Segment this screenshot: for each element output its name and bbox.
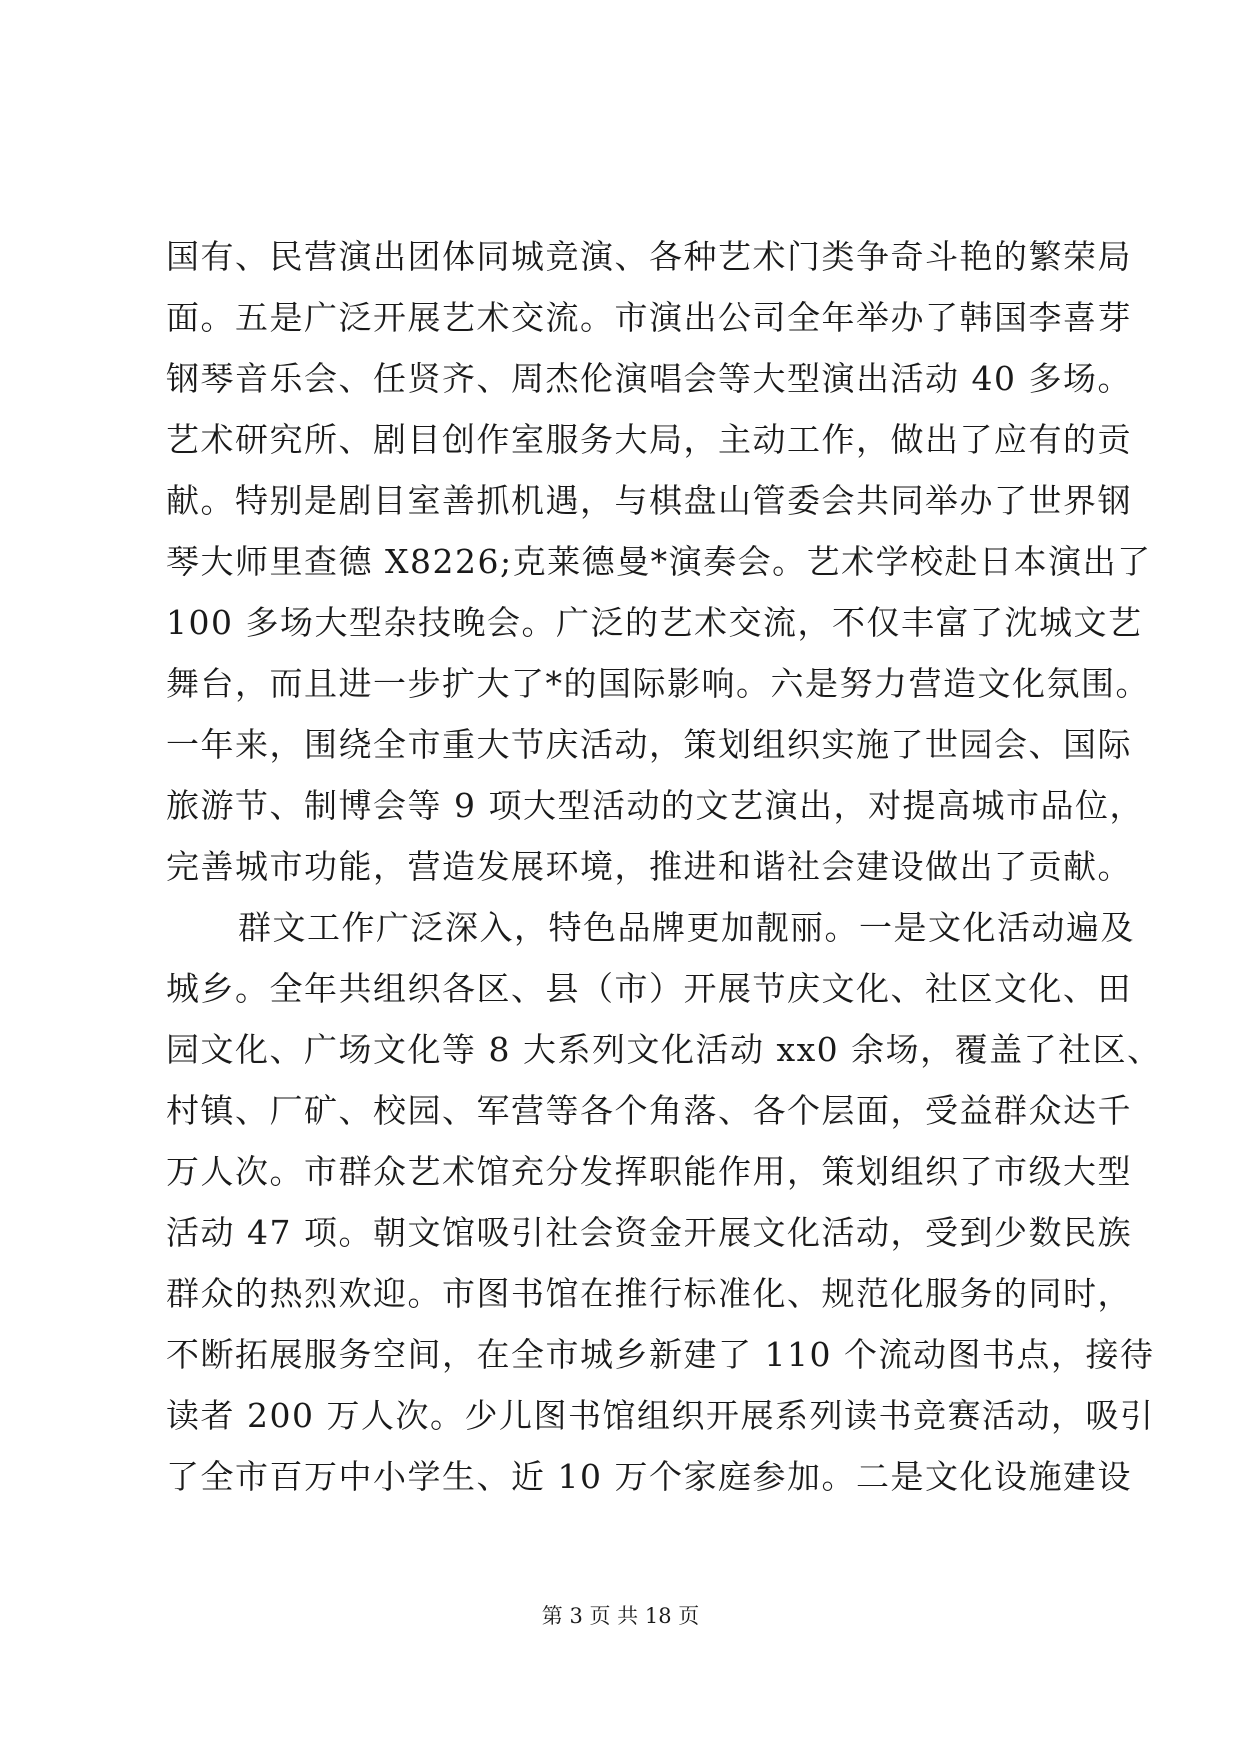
- text-line: 国有、民营演出团体同城竞演、各种艺术门类争奇斗艳的繁荣局: [166, 237, 1132, 276]
- text-line: 面。五是广泛开展艺术交流。市演出公司全年举办了韩国李喜芽: [166, 298, 1132, 337]
- text-line: 100 多场大型杂技晚会。广泛的艺术交流，不仅丰富了沈城文艺: [166, 603, 1143, 642]
- text-line: 献。特别是剧目室善抓机遇，与棋盘山管委会共同举办了世界钢: [166, 481, 1132, 520]
- text-line: 村镇、厂矿、校园、军营等各个角落、各个层面，受益群众达千: [166, 1091, 1132, 1130]
- text-line: 城乡。全年共组织各区、县（市）开展节庆文化、社区文化、田: [166, 969, 1132, 1008]
- text-line: 艺术研究所、剧目创作室服务大局，主动工作，做出了应有的贡: [166, 420, 1132, 459]
- text-line: 旅游节、制博会等 9 项大型活动的文艺演出，对提高城市品位，: [166, 786, 1144, 825]
- text-line: 完善城市功能，营造发展环境，推进和谐社会建设做出了贡献。: [166, 847, 1132, 886]
- text-line: 琴大师里查德 X8226;克莱德曼*演奏会。艺术学校赴日本演出了: [166, 542, 1152, 581]
- text-line: 了全市百万中小学生、近 10 万个家庭参加。二是文化设施建设: [166, 1457, 1132, 1496]
- text-line: 钢琴音乐会、任贤齐、周杰伦演唱会等大型演出活动 40 多场。: [166, 359, 1132, 398]
- text-line: 一年来，围绕全市重大节庆活动，策划组织实施了世园会、国际: [166, 725, 1132, 764]
- text-line: 读者 200 万人次。少儿图书馆组织开展系列读书竞赛活动，吸引: [166, 1396, 1155, 1435]
- text-line: 不断拓展服务空间，在全市城乡新建了 110 个流动图书点，接待: [166, 1335, 1155, 1374]
- text-line: 群众的热烈欢迎。市图书馆在推行标准化、规范化服务的同时，: [166, 1274, 1132, 1313]
- page-number-footer: 第 3 页 共 18 页: [541, 1604, 700, 1628]
- text-line: 舞台，而且进一步扩大了*的国际影响。六是努力营造文化氛围。: [166, 664, 1150, 703]
- body-text: [166, 226, 1162, 1507]
- text-line: 万人次。市群众艺术馆充分发挥职能作用，策划组织了市级大型: [166, 1152, 1132, 1191]
- text-line: 活动 47 项。朝文馆吸引社会资金开展文化活动，受到少数民族: [166, 1213, 1132, 1252]
- text-line: 园文化、广场文化等 8 大系列文化活动 xx0 余场，覆盖了社区、: [166, 1030, 1162, 1069]
- paragraph-start-line: 群文工作广泛深入，特色品牌更加靓丽。一是文化活动遍及: [238, 908, 1135, 947]
